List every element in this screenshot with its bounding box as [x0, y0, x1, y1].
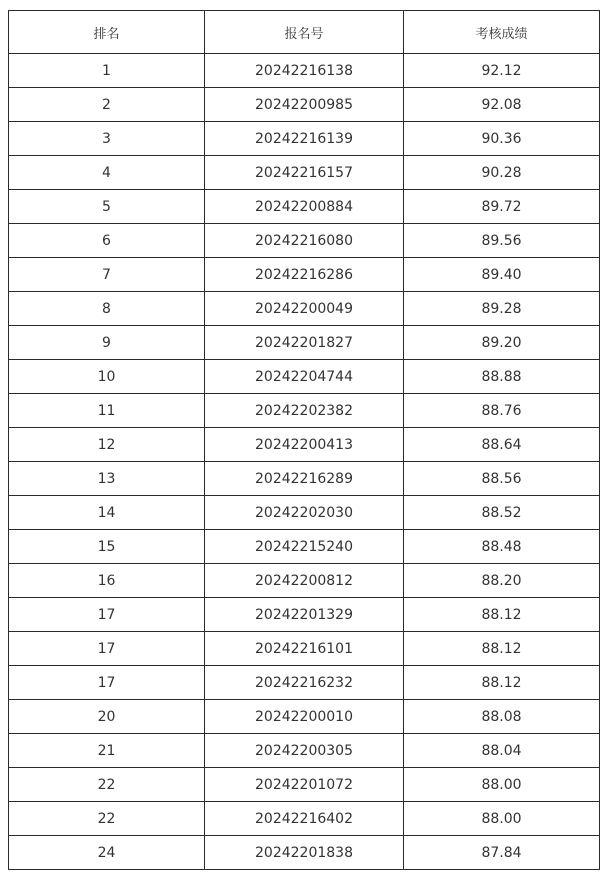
rank-cell: 12: [9, 428, 205, 462]
results-table-container: [8, 10, 600, 870]
rank-cell: 2: [9, 88, 205, 122]
table-row: [9, 88, 600, 122]
table-row: [9, 734, 600, 768]
score-cell: 88.00: [404, 768, 600, 802]
table-row: [9, 156, 600, 190]
registration-number-cell: 20242216157: [205, 156, 404, 190]
table-row: [9, 802, 600, 836]
rank-cell: 13: [9, 462, 205, 496]
score-cell: 90.36: [404, 122, 600, 156]
table-body: [9, 54, 600, 870]
table-row: [9, 54, 600, 88]
score-cell: 92.08: [404, 88, 600, 122]
score-cell: 88.12: [404, 666, 600, 700]
registration-number-cell: 20242201838: [205, 836, 404, 870]
registration-number-cell: 20242202382: [205, 394, 404, 428]
registration-number-cell: 20242216286: [205, 258, 404, 292]
rank-cell: 1: [9, 54, 205, 88]
rank-cell: 15: [9, 530, 205, 564]
table-row: [9, 122, 600, 156]
score-cell: 88.12: [404, 632, 600, 666]
table-row: [9, 700, 600, 734]
table-row: [9, 292, 600, 326]
registration-number-cell: 20242200884: [205, 190, 404, 224]
score-cell: 88.12: [404, 598, 600, 632]
score-cell: 88.04: [404, 734, 600, 768]
score-cell: 88.76: [404, 394, 600, 428]
score-cell: 92.12: [404, 54, 600, 88]
rank-cell: 11: [9, 394, 205, 428]
registration-number-cell: 20242200413: [205, 428, 404, 462]
header-assessment-score: 考核成绩: [404, 11, 600, 54]
table-row: [9, 530, 600, 564]
table-row: [9, 190, 600, 224]
results-table: [8, 10, 600, 870]
table-row: [9, 768, 600, 802]
rank-cell: 3: [9, 122, 205, 156]
table-row: [9, 224, 600, 258]
table-row: [9, 564, 600, 598]
rank-cell: 10: [9, 360, 205, 394]
table-row: [9, 496, 600, 530]
registration-number-cell: 20242216139: [205, 122, 404, 156]
table-row: [9, 258, 600, 292]
registration-number-cell: 20242204744: [205, 360, 404, 394]
score-cell: 88.20: [404, 564, 600, 598]
score-cell: 88.64: [404, 428, 600, 462]
rank-cell: 17: [9, 666, 205, 700]
header-rank: 排名: [9, 11, 205, 54]
registration-number-cell: 20242216232: [205, 666, 404, 700]
rank-cell: 20: [9, 700, 205, 734]
rank-cell: 24: [9, 836, 205, 870]
score-cell: 89.28: [404, 292, 600, 326]
score-cell: 88.08: [404, 700, 600, 734]
rank-cell: 21: [9, 734, 205, 768]
rank-cell: 8: [9, 292, 205, 326]
rank-cell: 7: [9, 258, 205, 292]
score-cell: 88.88: [404, 360, 600, 394]
score-cell: 88.48: [404, 530, 600, 564]
registration-number-cell: 20242200010: [205, 700, 404, 734]
registration-number-cell: 20242200305: [205, 734, 404, 768]
table-row: [9, 632, 600, 666]
score-cell: 89.20: [404, 326, 600, 360]
table-row: [9, 326, 600, 360]
score-cell: 89.40: [404, 258, 600, 292]
table-row: [9, 394, 600, 428]
table-header-row: [9, 11, 600, 54]
registration-number-cell: 20242201329: [205, 598, 404, 632]
rank-cell: 5: [9, 190, 205, 224]
registration-number-cell: 20242201072: [205, 768, 404, 802]
registration-number-cell: 20242216289: [205, 462, 404, 496]
header-registration-number: 报名号: [205, 11, 404, 54]
registration-number-cell: 20242216080: [205, 224, 404, 258]
score-cell: 90.28: [404, 156, 600, 190]
registration-number-cell: 20242200049: [205, 292, 404, 326]
score-cell: 88.00: [404, 802, 600, 836]
table-row: [9, 598, 600, 632]
table-row: [9, 836, 600, 870]
registration-number-cell: 20242216101: [205, 632, 404, 666]
rank-cell: 4: [9, 156, 205, 190]
registration-number-cell: 20242202030: [205, 496, 404, 530]
score-cell: 88.52: [404, 496, 600, 530]
score-cell: 89.56: [404, 224, 600, 258]
table-row: [9, 462, 600, 496]
rank-cell: 17: [9, 598, 205, 632]
registration-number-cell: 20242200985: [205, 88, 404, 122]
table-row: [9, 666, 600, 700]
table-row: [9, 360, 600, 394]
registration-number-cell: 20242201827: [205, 326, 404, 360]
rank-cell: 22: [9, 802, 205, 836]
score-cell: 87.84: [404, 836, 600, 870]
table-row: [9, 428, 600, 462]
rank-cell: 17: [9, 632, 205, 666]
registration-number-cell: 20242216138: [205, 54, 404, 88]
score-cell: 89.72: [404, 190, 600, 224]
rank-cell: 14: [9, 496, 205, 530]
registration-number-cell: 20242200812: [205, 564, 404, 598]
registration-number-cell: 20242215240: [205, 530, 404, 564]
rank-cell: 9: [9, 326, 205, 360]
rank-cell: 22: [9, 768, 205, 802]
rank-cell: 6: [9, 224, 205, 258]
rank-cell: 16: [9, 564, 205, 598]
score-cell: 88.56: [404, 462, 600, 496]
registration-number-cell: 20242216402: [205, 802, 404, 836]
